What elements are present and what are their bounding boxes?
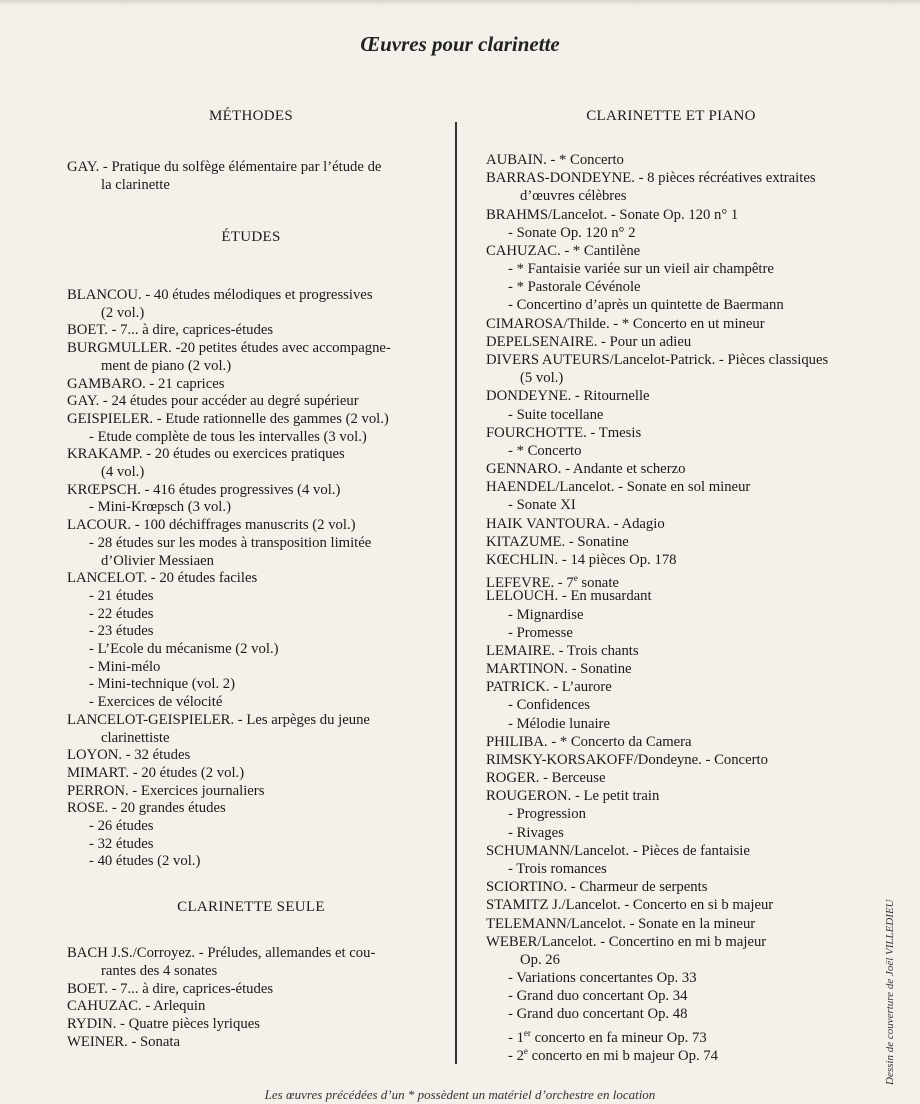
list-item: (5 vol.) [520, 370, 564, 387]
list-item: BLANCOU. - 40 études mélodiques et progressives [67, 287, 373, 303]
list-item: - Sonate XI [508, 497, 576, 514]
list-item: - Trois romances [508, 861, 607, 878]
list-item: LANCELOT. - 20 études faciles [67, 570, 258, 587]
list-item: PHILIBA. - * Concerto da Camera [486, 733, 692, 750]
list-item: - L’Ecole du mécanisme (2 vol.) [89, 641, 279, 657]
list-item: LEFEVRE. - 7e sonate [486, 573, 619, 592]
list-item: - * Pastorale Cévénole [508, 279, 641, 296]
etudes-title: ÉTUDES [221, 229, 281, 245]
list-item: PATRICK. - L’aurore [486, 679, 612, 696]
list-item: BARRAS-DONDEYNE. - 8 pièces récréatives extraites [486, 170, 816, 187]
list-item: GAMBARO. - 21 caprices [67, 375, 225, 392]
list-item: - Mini-technique (vol. 2) [89, 676, 236, 693]
list-item: clarinettiste [101, 729, 170, 746]
list-item: CAHUZAC. - * Cantilène [486, 242, 641, 259]
list-item: - * Fantaisie variée sur un vieil air champêtre [508, 261, 774, 278]
list-item: LEMAIRE. - Trois chants [486, 642, 639, 659]
list-item: - 28 études sur les modes à transposition limitée [89, 534, 372, 551]
list-item: AUBAIN. - * Concerto [486, 152, 624, 168]
list-item: - Grand duo concertant Op. 34 [508, 988, 688, 1005]
list-item: - Progression [508, 806, 586, 823]
list-item: - 1er concerto en fa mineur Op. 73 [508, 1027, 707, 1046]
cover-credit: Dessin de couverture de Joël VILLEDIEU [884, 899, 896, 1085]
list-item: LANCELOT-GEISPIELER. - Les arpèges du jeune [67, 711, 370, 728]
list-item: SCIORTINO. - Charmeur de serpents [486, 879, 708, 896]
list-item: d’Olivier Messiaen [101, 552, 214, 569]
list-item: TELEMANN/Lancelot. - Sonate en la mineur [486, 915, 756, 932]
list-item: LACOUR. - 100 déchiffrages manuscrits (2 vol.) [67, 517, 356, 534]
list-item: BRAHMS/Lancelot. - Sonate Op. 120 n° 1 [486, 206, 739, 223]
list-item: BOET. - 7... à dire, caprices-études [67, 980, 274, 997]
list-item: GAY. - 24 études pour accéder au degré supérieur [67, 393, 359, 410]
list-item: (4 vol.) [101, 464, 145, 480]
piano-title: CLARINETTE ET PIANO [586, 108, 756, 124]
methodes-title: MÉTHODES [208, 108, 294, 124]
list-item: - Mini-Krœpsch (3 vol.) [89, 499, 231, 516]
list-item: - 26 études [89, 818, 154, 834]
list-item: - Mélodie lunaire [508, 715, 610, 732]
footnote: Les œuvres précédées d’un * possèdent un matériel d’orchestre en location [264, 1087, 656, 1102]
list-item: d’œuvres célèbres [520, 188, 627, 205]
list-item: DONDEYNE. - Ritournelle [486, 388, 650, 405]
list-item: - Rivages [508, 824, 564, 841]
list-item: BACH J.S./Corroyez. - Préludes, allemandes et cou- [67, 945, 376, 961]
list-item: LELOUCH. - En musardant [486, 588, 652, 605]
list-item: - Mini-mélo [89, 658, 161, 675]
list-item: - Suite tocellane [508, 406, 604, 423]
list-item: FOURCHOTTE. - Tmesis [486, 424, 642, 441]
list-item: KITAZUME. - Sonatine [486, 533, 629, 550]
list-item: KRAKAMP. - 20 études ou exercices pratiques [67, 446, 345, 463]
list-item: STAMITZ J./Lancelot. - Concerto en si b majeur [486, 897, 774, 914]
list-item: WEBER/Lancelot. - Concertino en mi b majeur [486, 933, 767, 950]
list-item: CAHUZAC. - Arlequin [67, 998, 206, 1015]
list-item: Op. 26 [520, 951, 560, 968]
list-item: WEINER. - Sonata [67, 1034, 180, 1050]
list-item: PERRON. - Exercices journaliers [67, 782, 265, 799]
list-item: HAIK VANTOURA. - Adagio [486, 515, 665, 532]
list-item: - Promesse [508, 624, 573, 641]
list-item: SCHUMANN/Lancelot. - Pièces de fantaisie [486, 842, 750, 859]
list-item: - Sonate Op. 120 n° 2 [508, 224, 636, 241]
list-item: - 32 études [89, 835, 154, 852]
list-item: BURGMULLER. -20 petites études avec accompagne- [67, 340, 391, 357]
list-item: ment de piano (2 vol.) [101, 357, 232, 374]
list-item: ROGER. - Berceuse [486, 770, 606, 787]
list-item: GENNARO. - Andante et scherzo [486, 461, 686, 478]
list-item: - Etude complète de tous les intervalles (3 vol.) [89, 428, 367, 445]
list-item: - 40 études (2 vol.) [89, 853, 201, 870]
list-item: KŒCHLIN. - 14 pièces Op. 178 [486, 551, 677, 568]
list-item: RYDIN. - Quatre pièces lyriques [67, 1016, 260, 1033]
list-item: ROSE. - 20 grandes études [67, 800, 226, 817]
list-item: - Confidences [508, 697, 590, 714]
list-item: KRŒPSCH. - 416 études progressives (4 vol.) [67, 481, 341, 498]
list-item: - 22 études [89, 605, 154, 622]
list-item: BOET. - 7... à dire, caprices-études [67, 322, 274, 339]
list-item: ROUGERON. - Le petit train [486, 788, 660, 805]
list-item: MARTINON. - Sonatine [486, 661, 632, 678]
list-item: - Mignardise [508, 606, 584, 623]
list-item: HAENDEL/Lancelot. - Sonate en sol mineur [486, 479, 751, 496]
list-item: MIMART. - 20 études (2 vol.) [67, 764, 245, 781]
list-item: RIMSKY-KORSAKOFF/Dondeyne. - Concerto [486, 751, 768, 768]
list-item: DEPELSENAIRE. - Pour un adieu [486, 333, 692, 350]
list-item: la clarinette [101, 176, 170, 193]
list-item: rantes des 4 sonates [101, 962, 218, 979]
list-item: - Concertino d’après un quintette de Baermann [508, 297, 784, 314]
list-item: - 21 études [89, 587, 154, 604]
seule-title: CLARINETTE SEULE [177, 899, 325, 915]
list-item: (2 vol.) [101, 304, 145, 321]
list-item: CIMAROSA/Thilde. - * Concerto en ut mineur [486, 315, 765, 332]
list-item: - Grand duo concertant Op. 48 [508, 1006, 688, 1023]
page-subtitle: Œuvres pour clarinette [360, 32, 560, 56]
list-item: - * Concerto [508, 442, 582, 459]
list-item: DIVERS AUTEURS/Lancelot-Patrick. - Pièces classiques [486, 351, 829, 368]
list-item: - 2e concerto en mi b majeur Op. 74 [508, 1045, 718, 1064]
column-divider [455, 122, 457, 1064]
list-item: - 23 études [89, 623, 154, 640]
list-item: GEISPIELER. - Etude rationnelle des gammes (2 vol.) [67, 410, 389, 427]
list-item: - Variations concertantes Op. 33 [508, 970, 697, 987]
list-item: LOYON. - 32 études [67, 747, 191, 764]
list-item: GAY. - Pratique du solfège élémentaire par l’étude de [67, 159, 382, 175]
list-item: - Exercices de vélocité [89, 694, 223, 711]
top-edge [0, 0, 920, 6]
